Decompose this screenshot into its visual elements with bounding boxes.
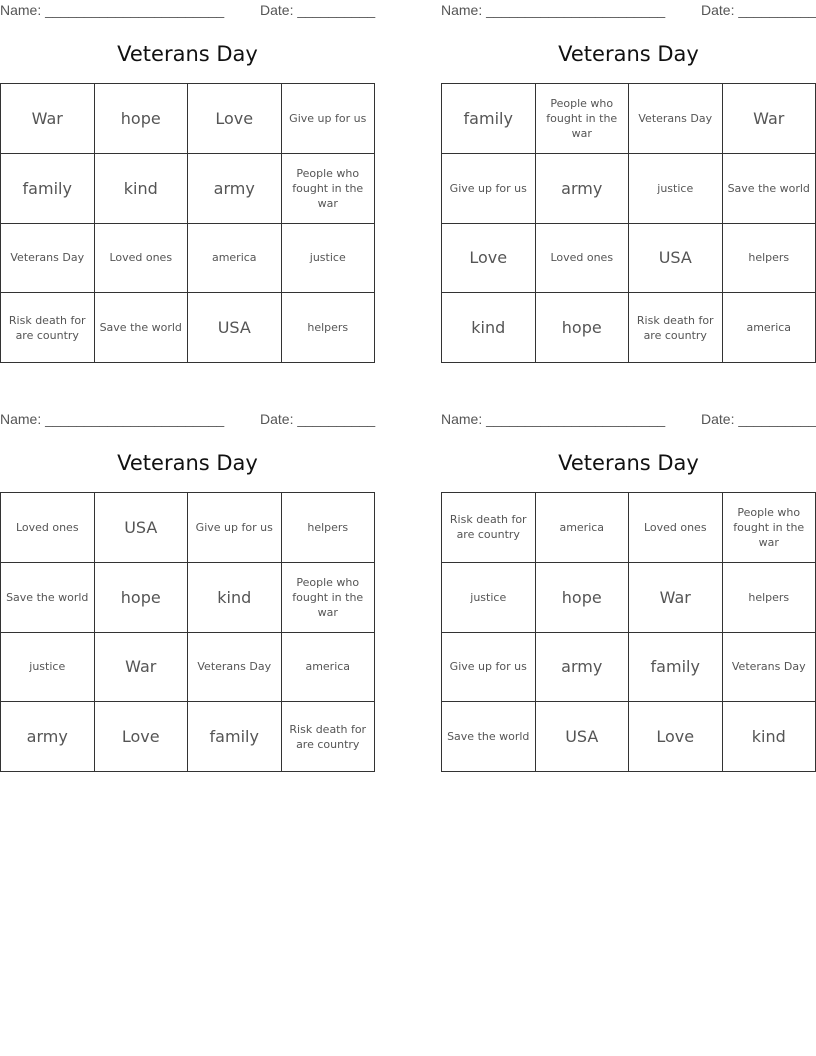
bingo-cell: People who fought in the war — [282, 154, 376, 224]
bingo-cell: Save the world — [723, 154, 816, 224]
date-label: Date: __________ — [260, 411, 376, 427]
bingo-cell: family — [188, 702, 282, 772]
bingo-grid — [0, 492, 375, 772]
bingo-grid — [0, 83, 375, 363]
bingo-cell: Love — [95, 702, 189, 772]
bingo-cell: Love — [629, 702, 723, 772]
bingo-cell: army — [188, 154, 282, 224]
bingo-cell: america — [536, 493, 630, 563]
bingo-cell: Love — [188, 84, 282, 154]
bingo-cell: justice — [629, 154, 723, 224]
card-header — [0, 2, 375, 20]
bingo-cell: army — [536, 154, 630, 224]
bingo-cell: america — [282, 633, 376, 703]
bingo-cell: america — [188, 224, 282, 294]
bingo-cell: War — [723, 84, 816, 154]
bingo-cell: Love — [442, 224, 536, 294]
bingo-cell: justice — [442, 563, 536, 633]
bingo-cell: Save the world — [1, 563, 95, 633]
bingo-cell: Veterans Day — [723, 633, 816, 703]
bingo-cell: Risk death for are country — [1, 293, 95, 363]
bingo-cell: Give up for us — [188, 493, 282, 563]
card-title: Veterans Day — [117, 451, 258, 475]
bingo-cell: kind — [95, 154, 189, 224]
bingo-cell: Risk death for are country — [442, 493, 536, 563]
bingo-cell: War — [629, 563, 723, 633]
bingo-cell: family — [629, 633, 723, 703]
bingo-cell: Loved ones — [536, 224, 630, 294]
bingo-cell: family — [442, 84, 536, 154]
card-title: Veterans Day — [558, 451, 699, 475]
bingo-cell: america — [723, 293, 816, 363]
bingo-grid — [441, 83, 816, 363]
name-label: Name: _______________________ — [0, 2, 225, 18]
bingo-cell: Give up for us — [442, 633, 536, 703]
bingo-cell: kind — [723, 702, 816, 772]
bingo-cell: Veterans Day — [1, 224, 95, 294]
bingo-cell: Veterans Day — [629, 84, 723, 154]
card-header — [441, 2, 816, 20]
bingo-cell: Loved ones — [95, 224, 189, 294]
bingo-cell: War — [1, 84, 95, 154]
bingo-cell: helpers — [282, 493, 376, 563]
bingo-cell: hope — [95, 563, 189, 633]
bingo-cell: helpers — [282, 293, 376, 363]
bingo-cell: People who fought in the war — [536, 84, 630, 154]
bingo-cell: Veterans Day — [188, 633, 282, 703]
bingo-cell: USA — [95, 493, 189, 563]
name-label: Name: _______________________ — [0, 411, 225, 427]
bingo-cell: hope — [536, 293, 630, 363]
bingo-cell: War — [95, 633, 189, 703]
bingo-cell: justice — [282, 224, 376, 294]
bingo-cell: kind — [442, 293, 536, 363]
date-label: Date: __________ — [701, 2, 816, 18]
date-label: Date: __________ — [260, 2, 376, 18]
bingo-cell: People who fought in the war — [282, 563, 376, 633]
bingo-cell: hope — [536, 563, 630, 633]
card-title: Veterans Day — [558, 42, 699, 66]
bingo-cell: kind — [188, 563, 282, 633]
card-header — [441, 411, 816, 429]
bingo-cell: Give up for us — [442, 154, 536, 224]
bingo-cell: Risk death for are country — [629, 293, 723, 363]
bingo-cell: Risk death for are country — [282, 702, 376, 772]
card-title: Veterans Day — [117, 42, 258, 66]
bingo-cell: USA — [188, 293, 282, 363]
bingo-cell: Save the world — [442, 702, 536, 772]
bingo-cell: People who fought in the war — [723, 493, 816, 563]
bingo-grid — [441, 492, 816, 772]
name-label: Name: _______________________ — [441, 2, 666, 18]
bingo-cell: family — [1, 154, 95, 224]
bingo-cell: helpers — [723, 563, 816, 633]
card-header — [0, 411, 375, 429]
bingo-cell: USA — [536, 702, 630, 772]
date-label: Date: __________ — [701, 411, 816, 427]
bingo-cell: army — [1, 702, 95, 772]
bingo-cell: Give up for us — [282, 84, 376, 154]
bingo-cell: USA — [629, 224, 723, 294]
bingo-cell: army — [536, 633, 630, 703]
bingo-cell: Save the world — [95, 293, 189, 363]
bingo-cell: justice — [1, 633, 95, 703]
bingo-cell: hope — [95, 84, 189, 154]
bingo-cell: helpers — [723, 224, 816, 294]
bingo-cell: Loved ones — [629, 493, 723, 563]
name-label: Name: _______________________ — [441, 411, 666, 427]
bingo-cell: Loved ones — [1, 493, 95, 563]
